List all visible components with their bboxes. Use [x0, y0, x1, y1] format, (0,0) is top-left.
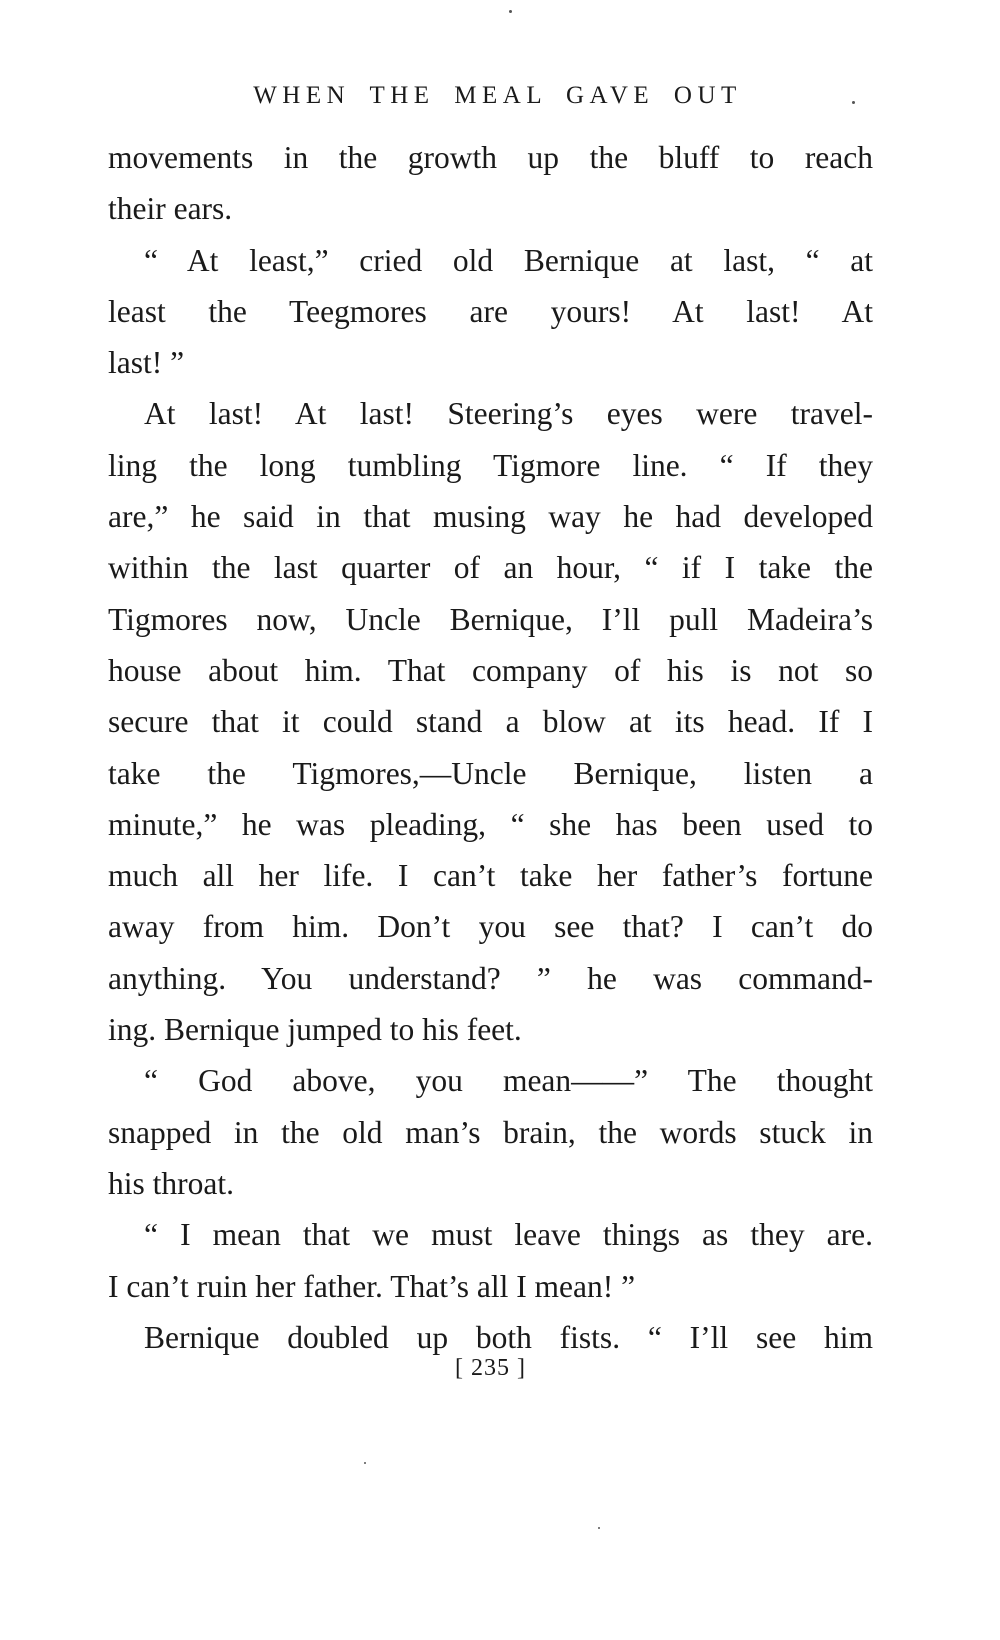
paper-speck: [509, 10, 512, 13]
text-line: take the Tigmores,—Uncle Bernique, listen a: [108, 755, 873, 791]
page-number: [ 235 ]: [455, 1355, 526, 1381]
text-line: movements in the growth up the bluff to reach: [108, 140, 873, 175]
text-line: house about him. That company of his is not so: [108, 652, 873, 688]
text-line: “ God above, you mean——” The thought: [144, 1063, 873, 1099]
text-line: ling the long tumbling Tigmore line. “ If they: [108, 447, 873, 483]
text-line: secure that it could stand a blow at its head. If I: [108, 704, 873, 740]
text-line: minute,” he was pleading, “ she has been used to: [108, 806, 873, 842]
text-line: “ At least,” cried old Bernique at last, “ at: [144, 242, 873, 278]
body-text: [108, 132, 873, 1363]
text-line: ing. Bernique jumped to his feet.: [108, 1012, 522, 1048]
text-line: are,” he said in that musing way he had developed: [108, 499, 873, 535]
text-line: away from him. Don’t you see that? I can’t do: [108, 909, 873, 945]
text-line: their ears.: [108, 191, 233, 227]
text-line: Tigmores now, Uncle Bernique, I’ll pull Madeira’s: [108, 601, 873, 637]
text-line: snapped in the old man’s brain, the words stuck in: [108, 1114, 873, 1150]
text-line: I can’t ruin her father. That’s all I mean! ”: [108, 1268, 636, 1304]
text-line: least the Teegmores are yours! At last! At: [108, 293, 873, 329]
text-line: his throat.: [108, 1165, 234, 1201]
text-line: within the last quarter of an hour, “ if I take the: [108, 550, 873, 586]
text-line: anything. You understand? ” he was command-: [108, 960, 873, 996]
book-page: [108, 0, 873, 1640]
text-line: last! ”: [108, 345, 185, 381]
text-line: At last! At last! Steering’s eyes were travel-: [144, 396, 873, 432]
running-head: WHEN THE MEAL GAVE OUT: [253, 82, 742, 109]
text-line: Bernique doubled up both fists. “ I’ll see him: [144, 1319, 873, 1355]
paper-speck: [852, 101, 855, 104]
paper-speck: [364, 1462, 366, 1464]
text-line: much all her life. I can’t take her father’s fortune: [108, 858, 873, 894]
paper-speck: [598, 1527, 600, 1529]
text-line: “ I mean that we must leave things as they are.: [144, 1217, 873, 1253]
